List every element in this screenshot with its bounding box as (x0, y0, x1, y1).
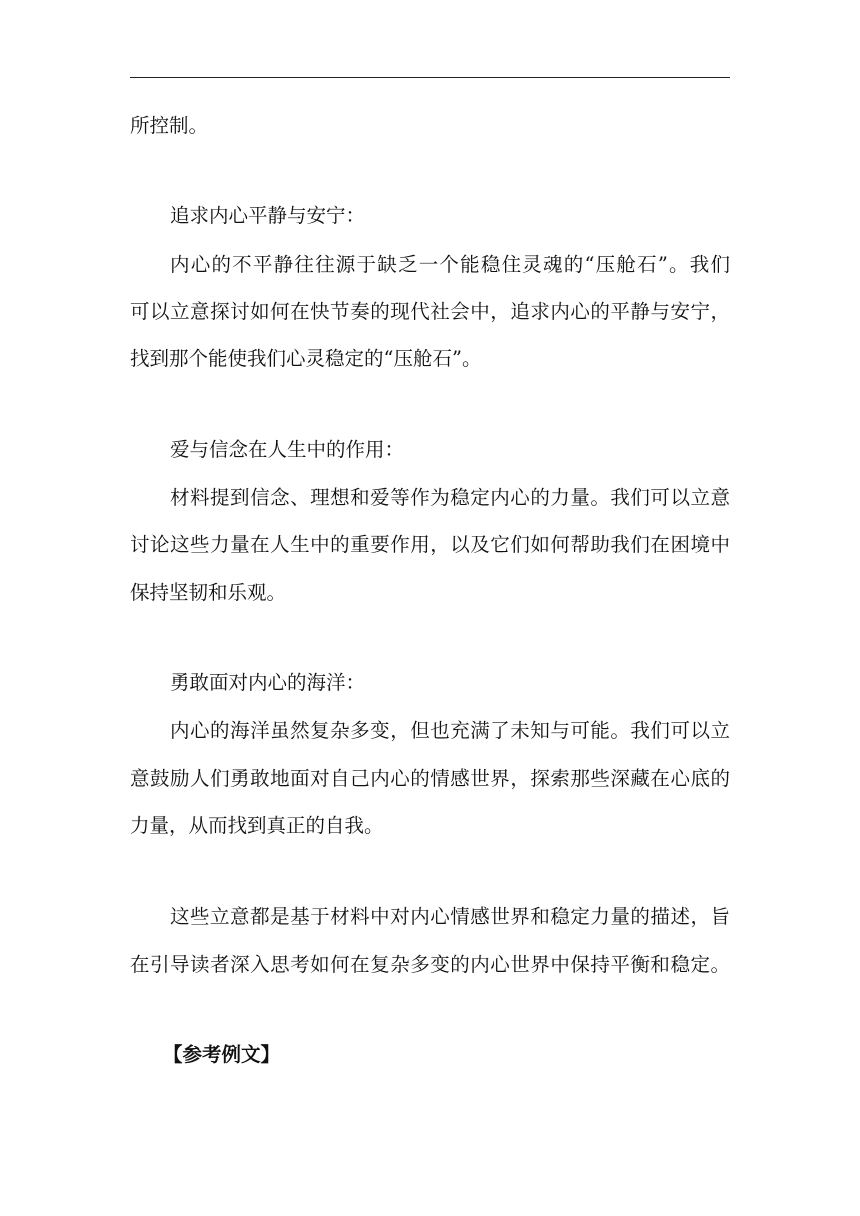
paragraph-line: 材料提到信念、理想和爱等作为稳定内心的力量。我们可以立意 (170, 486, 730, 509)
paragraph-line: 所控制。 (130, 114, 209, 137)
section-heading: 勇敢面对内心的海洋： (170, 671, 366, 694)
paragraph-line: 意鼓励人们勇敢地面对自己内心的情感世界，探索那些深藏在心底的 (130, 767, 730, 790)
paragraph-line: 找到那个能使我们心灵稳定的“压舱石”。 (130, 347, 482, 370)
reference-essay-heading: 【参考例文】 (163, 1043, 281, 1066)
paragraph-line: 保持坚韧和乐观。 (130, 581, 287, 604)
section-heading: 爱与信念在人生中的作用： (170, 438, 405, 461)
paragraph-line: 讨论这些力量在人生中的重要作用，以及它们如何帮助我们在困境中 (130, 533, 730, 556)
paragraph-line: 力量，从而找到真正的自我。 (130, 814, 384, 837)
section-heading: 追求内心平静与安宁： (170, 204, 366, 227)
paragraph-line: 可以立意探讨如何在快节奏的现代社会中，追求内心的平静与安宁， (130, 300, 730, 323)
paragraph-line: 在引导读者深入思考如何在复杂多变的内心世界中保持平衡和稳定。 (130, 953, 730, 976)
header-rule (130, 77, 730, 78)
paragraph-line: 内心的不平静往往源于缺乏一个能稳住灵魂的“压舱石”。我们 (170, 253, 730, 276)
paragraph-line: 内心的海洋虽然复杂多变，但也充满了未知与可能。我们可以立 (170, 719, 730, 742)
paragraph-line: 这些立意都是基于材料中对内心情感世界和稳定力量的描述，旨 (170, 905, 730, 928)
